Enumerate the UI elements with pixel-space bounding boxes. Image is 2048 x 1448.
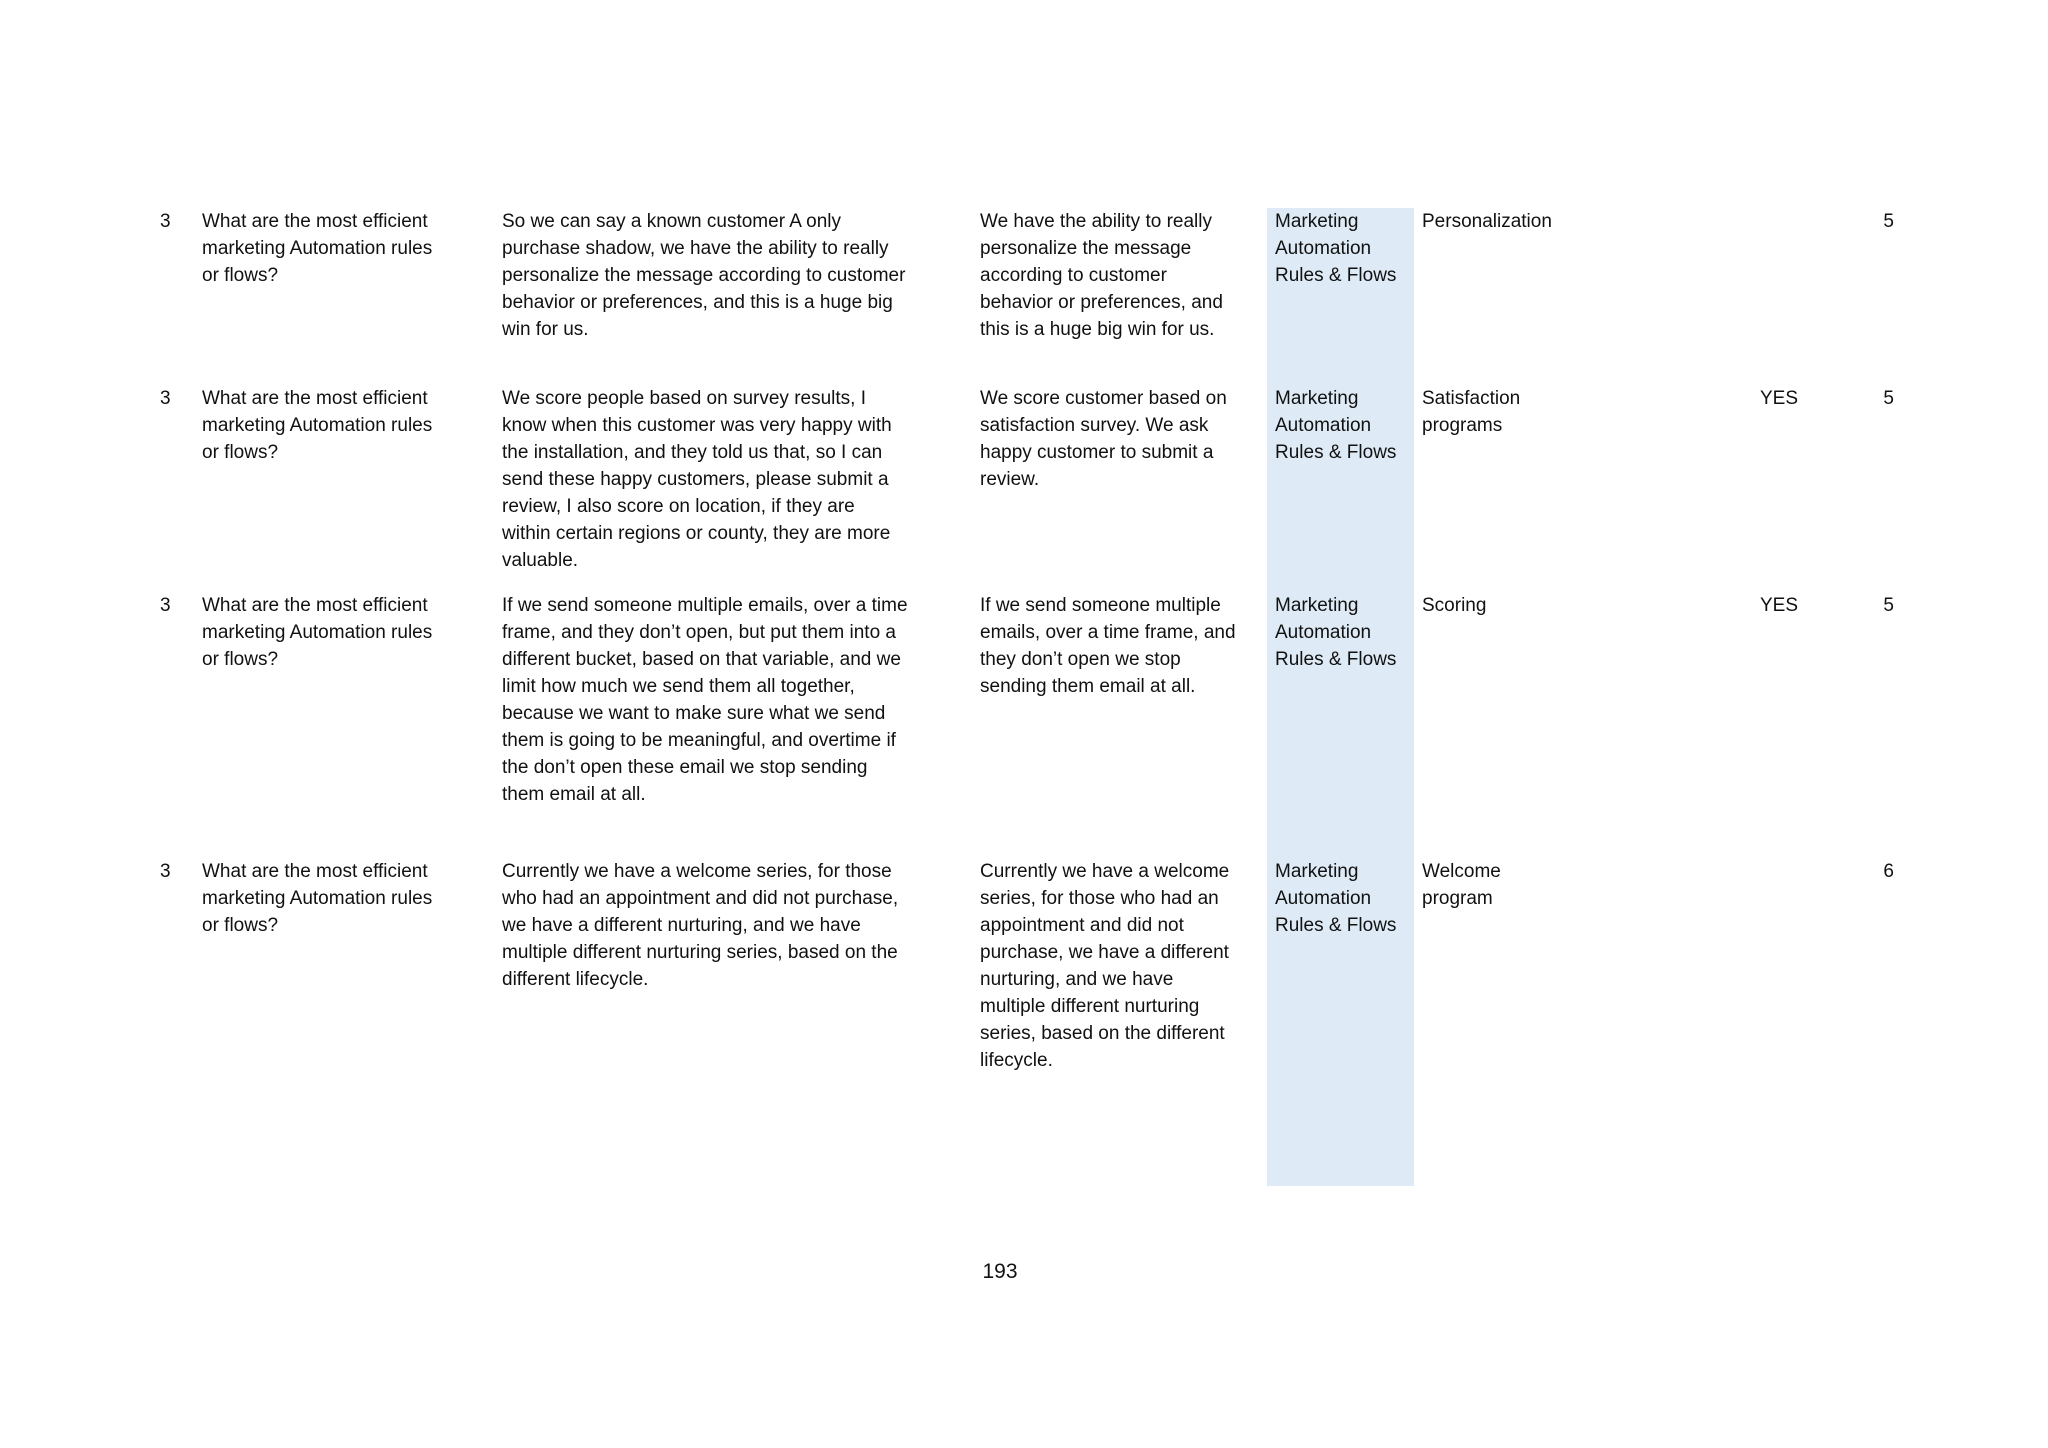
subcategory-text: Scoring <box>1422 595 1487 616</box>
row-number: 3 <box>160 595 171 616</box>
row-number: 3 <box>160 861 171 882</box>
summary-text: Currently we have a welcome series, for those who had an appointment and did not purchase, we have a different nurturing, and we have multiple different nurturing series, based on the different lifecycle. <box>980 861 1230 1071</box>
page-number: 193 <box>982 1260 1018 1283</box>
subcategory-text: Welcome program <box>1422 861 1501 909</box>
answer-text: If we send someone multiple emails, over a time frame, and they don’t open, but put them into a different bucket, based on that variable, and we limit how much we send them all together, because we want to make sure what we send them is going to be meaningful, and overtime if the don’t open these email we stop sending them email at all. <box>502 595 908 805</box>
category-text: Marketing Automation Rules & Flows <box>1275 388 1397 463</box>
summary-text: We score customer based on satisfaction survey. We ask happy customer to submit a review. <box>980 388 1227 490</box>
question-text: What are the most efficient marketing Automation rules or flows? <box>202 388 433 463</box>
category-text: Marketing Automation Rules & Flows <box>1275 861 1397 936</box>
category-text: Marketing Automation Rules & Flows <box>1275 211 1397 286</box>
category-column-highlight <box>1267 208 1414 1186</box>
flag-text: YES <box>1760 595 1799 616</box>
summary-text: If we send someone multiple emails, over a time frame, and they don’t open we stop sending them email at all. <box>980 595 1236 697</box>
question-text: What are the most efficient marketing Automation rules or flows? <box>202 861 433 936</box>
flag-text: YES <box>1760 388 1799 409</box>
question-text: What are the most efficient marketing Automation rules or flows? <box>202 211 433 286</box>
score-text: 5 <box>1883 388 1894 409</box>
answer-text: We score people based on survey results, I know when this customer was very happy with the installation, and they told us that, so I can send these happy customers, please submit a review, I also score on location, if they are within certain regions or county, they are more valuable. <box>502 388 892 571</box>
answer-text: Currently we have a welcome series, for those who had an appointment and did not purchase, we have a different nurturing, and we have multiple different nurturing series, based on the different lifecycle. <box>502 861 899 990</box>
score-text: 5 <box>1883 595 1894 616</box>
score-text: 5 <box>1883 211 1894 232</box>
summary-text: We have the ability to really personalize the message according to customer behavior or preferences, and this is a huge big win for us. <box>980 211 1223 340</box>
subcategory-text: Satisfaction programs <box>1422 388 1521 436</box>
score-text: 6 <box>1883 861 1894 882</box>
answer-text: So we can say a known customer A only purchase shadow, we have the ability to really personalize the message according to customer behavior or preferences, and this is a huge big win for us. <box>502 211 906 340</box>
row-number: 3 <box>160 211 171 232</box>
row-number: 3 <box>160 388 171 409</box>
subcategory-text: Personalization <box>1422 211 1552 232</box>
question-text: What are the most efficient marketing Automation rules or flows? <box>202 595 433 670</box>
category-text: Marketing Automation Rules & Flows <box>1275 595 1397 670</box>
